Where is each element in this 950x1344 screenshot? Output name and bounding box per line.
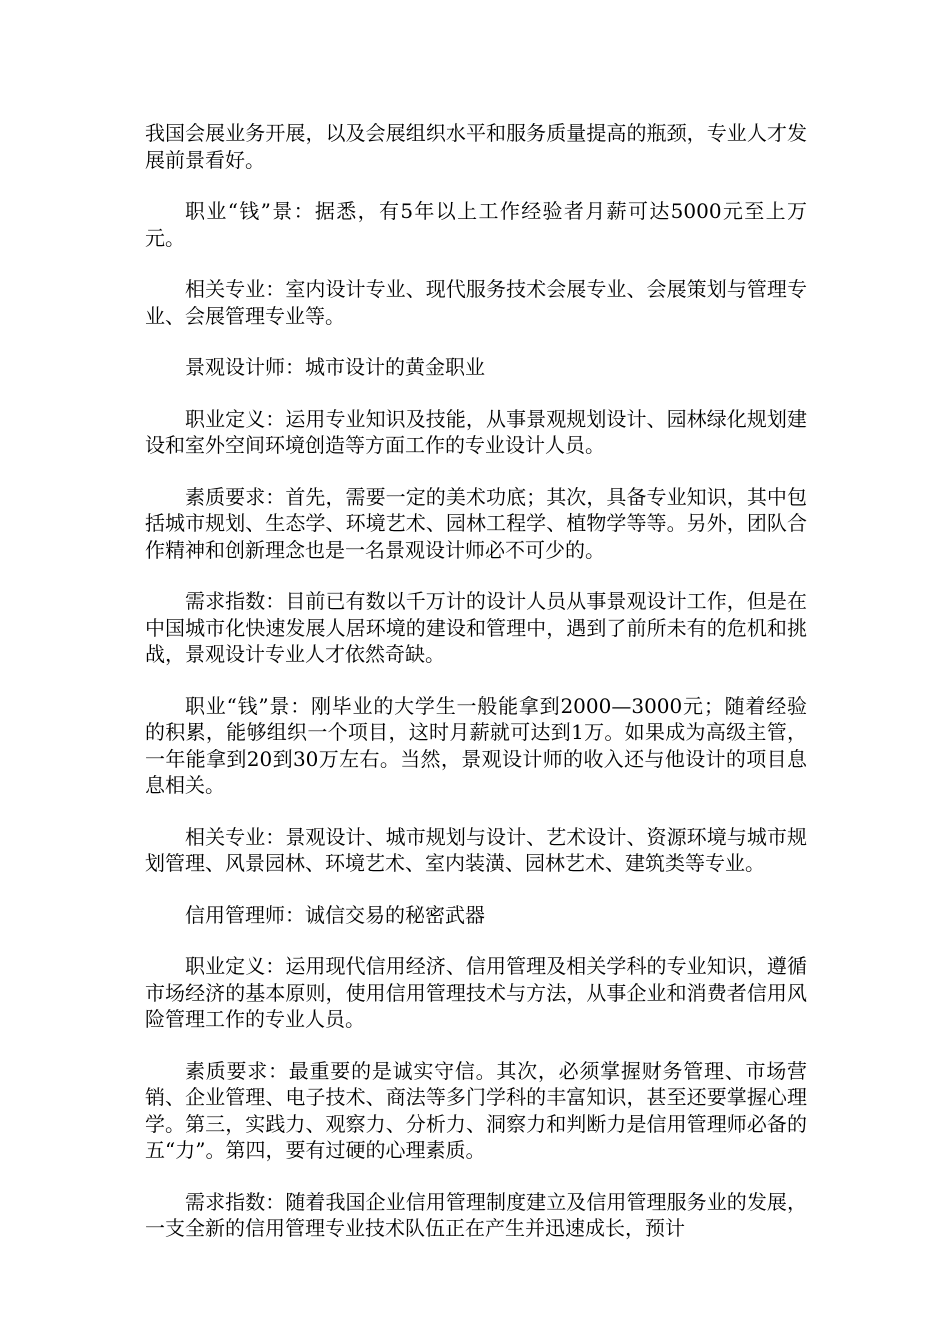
paragraph-definition: 职业定义：运用现代信用经济、信用管理及相关学科的专业知识，遵循市场经济的基本原则，使用信用管理技术与方法，从事企业和消费者信用风险管理工作的专业人员。 bbox=[145, 954, 807, 1031]
section-heading-landscape-designer: 景观设计师：城市设计的黄金职业 bbox=[185, 355, 485, 379]
paragraph-related-majors: 相关专业：景观设计、城市规划与设计、艺术设计、资源环境与城市规划管理、风景园林、环境艺术、室内装潢、园林艺术、建筑类等专业。 bbox=[145, 824, 807, 875]
paragraph-demand: 需求指数：随着我国企业信用管理制度建立及信用管理服务业的发展，一支全新的信用管理专业技术队伍正在产生并迅速成长，预计 bbox=[145, 1189, 807, 1240]
paragraph-related-majors: 相关专业：室内设计专业、现代服务技术会展专业、会展策划与管理专业、会展管理专业等。 bbox=[145, 277, 807, 328]
paragraph-salary: 职业“钱”景：刚毕业的大学生一般能拿到2000—3000元；随着经验的积累，能够组织一个项目，这时月薪就可达到1万。如果成为高级主管，一年能拿到20到30万左右。当然，景观设计师的收入还与他设计的项目息息相关。 bbox=[145, 693, 807, 797]
paragraph-definition: 职业定义：运用专业知识及技能，从事景观规划设计、园林绿化规划建设和室外空间环境创造等方面工作的专业设计人员。 bbox=[145, 406, 807, 457]
paragraph-demand: 需求指数：目前已有数以千万计的设计人员从事景观设计工作，但是在中国城市化快速发展人居环境的建设和管理中，遇到了前所未有的危机和挑战，景观设计专业人才依然奇缺。 bbox=[145, 589, 807, 666]
paragraph-salary: 职业“钱”景：据悉，有5年以上工作经验者月薪可达5000元至上万元。 bbox=[145, 199, 807, 250]
section-heading-credit-manager: 信用管理师：诚信交易的秘密武器 bbox=[185, 902, 485, 927]
paragraph-continuation: 我国会展业务开展，以及会展组织水平和服务质量提高的瓶颈，专业人才发展前景看好。 bbox=[145, 121, 807, 172]
paragraph-requirements: 素质要求：首先，需要一定的美术功底；其次，具备专业知识，其中包括城市规划、生态学、环境艺术、园林工程学、植物学等等。另外，团队合作精神和创新理念也是一名景观设计师必不可少的。 bbox=[145, 484, 807, 562]
document-page bbox=[145, 120, 807, 1267]
paragraph-requirements: 素质要求：最重要的是诚实守信。其次，必须掌握财务管理、市场营销、企业管理、电子技术、商法等多门学科的丰富知识，甚至还要掌握心理学。第三，实践力、观察力、分析力、洞察力和判断力是信用管理师必备的五“力”。第四，要有过硬的心理素质。 bbox=[145, 1058, 807, 1162]
